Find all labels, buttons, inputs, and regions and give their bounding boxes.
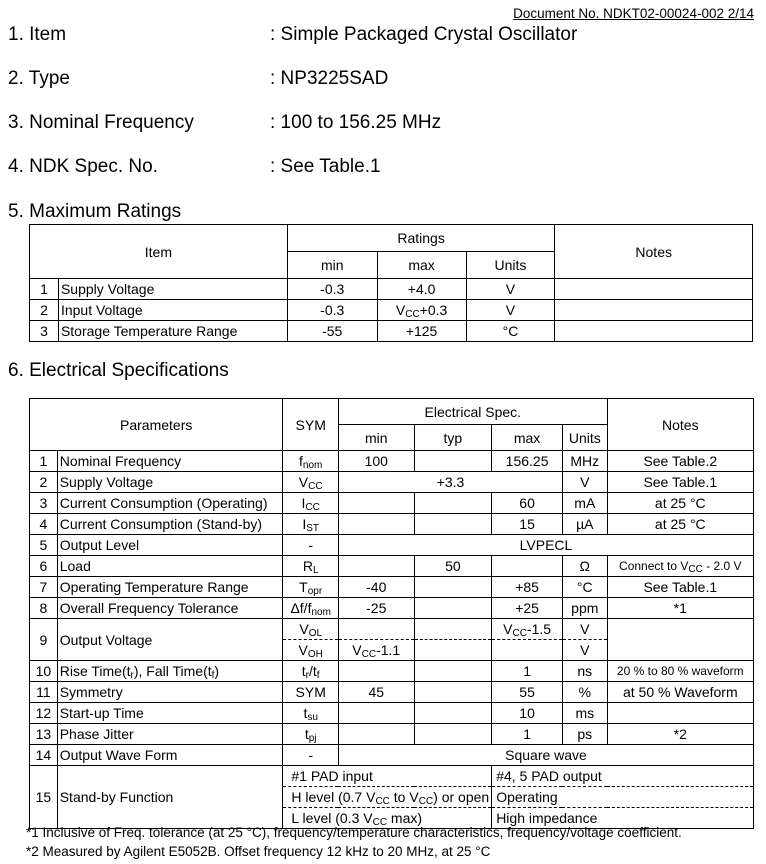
row-sym-vol: $V_{OL}$ bbox=[283, 619, 339, 640]
spec-no-label: 4. NDK Spec. No. bbox=[8, 156, 158, 177]
row-max: 1 bbox=[492, 724, 563, 745]
row-number: 13 bbox=[30, 724, 58, 745]
row-span-value: LVPECL bbox=[338, 535, 753, 556]
table-row bbox=[30, 766, 754, 787]
row-param: Overall Frequency Tolerance bbox=[57, 598, 283, 619]
row-sym: $f_{nom}$ bbox=[283, 451, 339, 472]
row-number: 8 bbox=[30, 598, 58, 619]
row-notes: See Table.1 bbox=[607, 577, 753, 598]
table-row bbox=[30, 321, 753, 342]
row-param: Current Consumption (Operating) bbox=[57, 493, 283, 514]
spec-no-value: : See Table.1 bbox=[270, 156, 381, 177]
row-max: +85 bbox=[492, 577, 563, 598]
row-number: 11 bbox=[30, 682, 58, 703]
row-units: MHz bbox=[562, 451, 607, 472]
mr-header-units: Units bbox=[466, 252, 555, 279]
es-header-parameters: Parameters bbox=[30, 399, 283, 451]
table-row bbox=[30, 577, 754, 598]
row-units: ps bbox=[562, 724, 607, 745]
row-param: Start-up Time bbox=[57, 703, 283, 724]
row-notes: 20 % to 80 % waveform bbox=[607, 661, 753, 682]
row-sym: $I_{ST}$ bbox=[283, 514, 339, 535]
item-label: 1. Item bbox=[8, 24, 67, 45]
row-param: Rise $Time(t_r)$, Fall $Time(t_f)$ bbox=[57, 661, 283, 682]
row-sym: $t_{pj}$ bbox=[283, 724, 339, 745]
row-notes: *2 bbox=[607, 724, 753, 745]
row-notes: See Table.1 bbox=[607, 472, 753, 493]
mr-header-notes: Notes bbox=[555, 225, 753, 279]
es-header-max: max bbox=[492, 425, 563, 451]
row-sym: $R_L$ bbox=[283, 556, 339, 577]
standby-l-level: L level (0.3 $V_{CC}$ max) bbox=[283, 808, 492, 829]
row-item: Supply Voltage bbox=[58, 279, 287, 300]
row-min: 100 bbox=[338, 451, 414, 472]
row-number: 6 bbox=[30, 556, 58, 577]
item-value: : Simple Packaged Crystal Oscillator bbox=[270, 24, 578, 45]
footnote-2: *2 Measured by Agilent E5052B. Offset frequency 12 kHz to 20 MHz, at 25 °C bbox=[26, 844, 491, 859]
row-notes: at 25 °C bbox=[607, 514, 753, 535]
row-notes: *1 bbox=[607, 598, 753, 619]
row-min: -0.3 bbox=[287, 279, 377, 300]
footnote-1: *1 Inclusive of Freq. tolerance (at 25 °C), frequency/temperature characteristics, frequency/voltage coefficient. bbox=[26, 825, 682, 840]
table-row bbox=[30, 682, 754, 703]
row-param: Output Wave Form bbox=[57, 745, 283, 766]
row-param: Operating Temperature Range bbox=[57, 577, 283, 598]
row-min: $V_{CC}-1.1$ bbox=[338, 640, 414, 661]
standby-h-output: Operating bbox=[492, 787, 754, 808]
row-min: 45 bbox=[338, 682, 414, 703]
row-number: 2 bbox=[30, 300, 59, 321]
row-param: Supply Voltage bbox=[57, 472, 283, 493]
row-units: ns bbox=[562, 661, 607, 682]
row-max: 10 bbox=[492, 703, 563, 724]
row-units: V bbox=[562, 619, 607, 640]
frequency-value: : 100 to 156.25 MHz bbox=[270, 112, 442, 133]
table-row bbox=[30, 300, 753, 321]
row-number: 4 bbox=[30, 514, 58, 535]
table-row bbox=[30, 745, 754, 766]
row-notes bbox=[607, 703, 753, 724]
table-row bbox=[30, 493, 754, 514]
row-notes: See Table.2 bbox=[607, 451, 753, 472]
row-min: -40 bbox=[338, 577, 414, 598]
row-number: 5 bbox=[30, 535, 58, 556]
row-sym: $T_{opr}$ bbox=[283, 577, 339, 598]
row-item: Storage Temperature Range bbox=[58, 321, 287, 342]
es-header-sym: SYM bbox=[283, 399, 339, 451]
es-header-notes: Notes bbox=[607, 399, 753, 451]
row-units: V bbox=[466, 300, 555, 321]
row-typ: 50 bbox=[414, 556, 492, 577]
row-max: +125 bbox=[377, 321, 466, 342]
row-number: 1 bbox=[30, 451, 58, 472]
row-item: Input Voltage bbox=[58, 300, 287, 321]
mr-header-ratings: Ratings bbox=[287, 225, 555, 252]
row-number: 9 bbox=[30, 619, 58, 661]
row-number: 12 bbox=[30, 703, 58, 724]
table-row bbox=[30, 598, 754, 619]
standby-l-output: High impedance bbox=[492, 808, 754, 829]
type-value: : NP3225SAD bbox=[270, 68, 389, 89]
row-units: V bbox=[562, 640, 607, 661]
standby-pad-input: #1 PAD input bbox=[283, 766, 492, 787]
es-header-units: Units bbox=[562, 425, 607, 451]
row-max: 15 bbox=[492, 514, 563, 535]
row-units: µA bbox=[562, 514, 607, 535]
table-row bbox=[30, 724, 754, 745]
row-max: +4.0 bbox=[377, 279, 466, 300]
row-param: Current Consumption (Stand-by) bbox=[57, 514, 283, 535]
row-notes: at 50 % Waveform bbox=[607, 682, 753, 703]
row-units: ms bbox=[562, 703, 607, 724]
es-header-min: min bbox=[338, 425, 414, 451]
standby-pad-output: #4, 5 PAD output bbox=[492, 766, 754, 787]
mr-header-item: Item bbox=[30, 225, 288, 279]
row-number: 3 bbox=[30, 321, 59, 342]
row-number: 1 bbox=[30, 279, 59, 300]
row-max: 60 bbox=[492, 493, 563, 514]
row-sym-voh: $V_{OH}$ bbox=[283, 640, 339, 661]
row-notes bbox=[555, 321, 753, 342]
type-label: 2. Type bbox=[8, 68, 70, 89]
row-param: Load bbox=[57, 556, 283, 577]
row-units: % bbox=[562, 682, 607, 703]
row-param: Phase Jitter bbox=[57, 724, 283, 745]
standby-h-level: H level (0.7 $V_{CC}$ to $V_{CC}$) or open bbox=[283, 787, 492, 808]
row-notes bbox=[555, 300, 753, 321]
row-param: Output Level bbox=[57, 535, 283, 556]
row-number: 7 bbox=[30, 577, 58, 598]
max-ratings-title: 5. Maximum Ratings bbox=[8, 201, 182, 222]
row-param: Symmetry bbox=[57, 682, 283, 703]
row-span-value: Square wave bbox=[338, 745, 753, 766]
table-row bbox=[30, 661, 754, 682]
row-notes bbox=[555, 279, 753, 300]
row-typ: +3.3 bbox=[338, 472, 562, 493]
row-number: 15 bbox=[30, 766, 58, 829]
row-number: 14 bbox=[30, 745, 58, 766]
row-max: 55 bbox=[492, 682, 563, 703]
row-sym: - bbox=[283, 745, 339, 766]
row-units: ppm bbox=[562, 598, 607, 619]
row-sym: $V_{CC}$ bbox=[283, 472, 339, 493]
row-param: Output Voltage bbox=[57, 619, 283, 661]
row-units: °C bbox=[562, 577, 607, 598]
row-sym: $I_{CC}$ bbox=[283, 493, 339, 514]
frequency-label: 3. Nominal Frequency bbox=[8, 112, 194, 133]
document-number: Document No. NDKT02-00024-002 2/14 bbox=[513, 6, 754, 21]
row-number: 10 bbox=[30, 661, 58, 682]
table-row bbox=[30, 279, 753, 300]
row-typ bbox=[414, 451, 492, 472]
mr-header-max: max bbox=[377, 252, 466, 279]
table-row bbox=[30, 514, 754, 535]
table-row bbox=[30, 535, 754, 556]
row-max: 156.25 bbox=[492, 451, 563, 472]
row-units: V bbox=[562, 472, 607, 493]
row-units: mA bbox=[562, 493, 607, 514]
row-units: V bbox=[466, 279, 555, 300]
mr-header-min: min bbox=[287, 252, 377, 279]
row-number: 3 bbox=[30, 493, 58, 514]
table-row bbox=[30, 472, 754, 493]
row-notes: Connect to $V_{CC} - 2.0$ V bbox=[607, 556, 753, 577]
row-max: 1 bbox=[492, 661, 563, 682]
es-header-typ: typ bbox=[414, 425, 492, 451]
es-header-spec: Electrical Spec. bbox=[338, 399, 607, 425]
max-ratings-table bbox=[29, 224, 753, 342]
electrical-spec-table bbox=[29, 398, 754, 829]
row-notes: at 25 °C bbox=[607, 493, 753, 514]
table-row bbox=[30, 703, 754, 724]
row-sym: - bbox=[283, 535, 339, 556]
table-row bbox=[30, 619, 754, 640]
row-min: -25 bbox=[338, 598, 414, 619]
table-row bbox=[30, 556, 754, 577]
row-units: °C bbox=[466, 321, 555, 342]
elec-spec-title: 6. Electrical Specifications bbox=[8, 360, 229, 381]
table-row bbox=[30, 451, 754, 472]
row-min: -0.3 bbox=[287, 300, 377, 321]
row-min: -55 bbox=[287, 321, 377, 342]
row-sym: $t_r/t_f$ bbox=[283, 661, 339, 682]
row-sym: $t_{su}$ bbox=[283, 703, 339, 724]
row-sym: $\Delta f/f_{nom}$ bbox=[283, 598, 339, 619]
row-param: Nominal Frequency bbox=[57, 451, 283, 472]
row-param: Stand-by Function bbox=[57, 766, 283, 829]
row-sym: SYM bbox=[283, 682, 339, 703]
row-max: $V_{CC}-1.5$ bbox=[492, 619, 563, 640]
row-max: +25 bbox=[492, 598, 563, 619]
row-max: $V_{CC}+0.3$ bbox=[377, 300, 466, 321]
row-number: 2 bbox=[30, 472, 58, 493]
row-units: Ω bbox=[562, 556, 607, 577]
